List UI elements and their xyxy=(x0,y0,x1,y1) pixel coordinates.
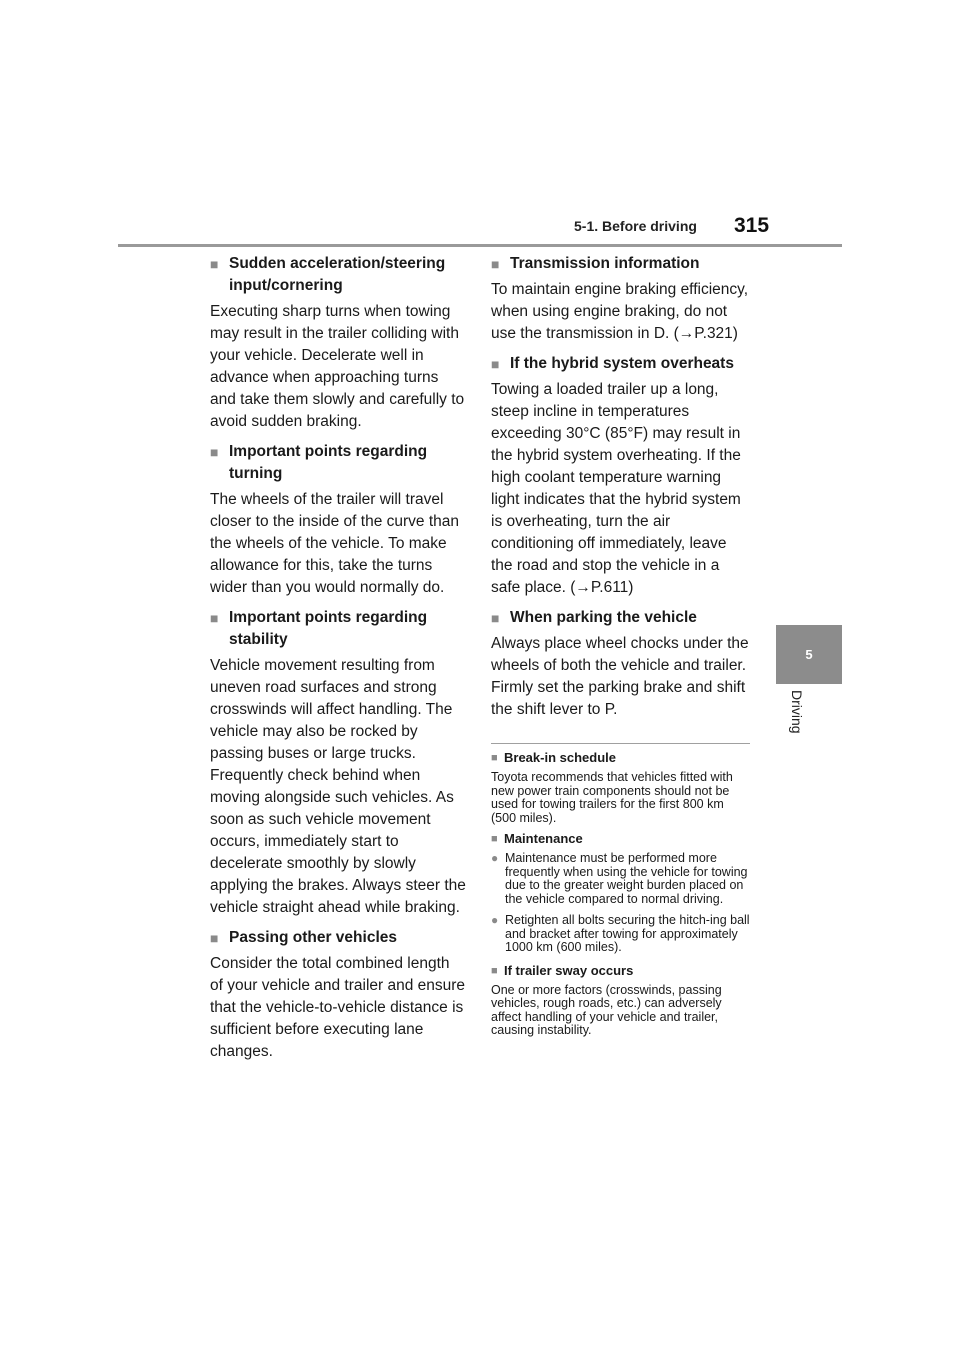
note-heading-text: Break-in schedule xyxy=(504,750,616,765)
section-heading xyxy=(210,607,466,651)
section-turning xyxy=(210,441,466,599)
page-number: 315 xyxy=(734,214,770,237)
note-heading-text: If trailer sway occurs xyxy=(504,962,634,978)
right-column xyxy=(491,253,750,1044)
section-heading xyxy=(210,927,466,949)
header-section-title: 5-1. Before driving xyxy=(574,218,697,234)
list-item xyxy=(491,914,750,955)
section-body: Always place wheel chocks under the wheels of both the vehicle and trailer. Firmly set the parking brake and shift the shift lever to P. xyxy=(491,635,749,718)
list-item-text: Maintenance must be performed more frequently when using the vehicle for towing due to the greater weight burden placed on the vehicle compared to normal driving. xyxy=(505,851,748,906)
section-heading-text: Important points regarding turning xyxy=(229,443,428,482)
square-bullet-icon: ■ xyxy=(210,256,219,272)
square-bullet-icon: ■ xyxy=(491,610,500,626)
section-body: Vehicle movement resulting from uneven road surfaces and strong crosswinds will affect handling. The vehicle may also be rocked by passing buses or large trucks. Frequently check behind when moving alongside such vehicles. As soon as such vehicle movement occurs, immediately start to decelerate smoothly by slowly applying the brakes. Always steer the vehicle straight ahead while braking. xyxy=(210,657,466,916)
section-passing xyxy=(210,927,466,1063)
circle-bullet-icon: ● xyxy=(491,913,499,927)
left-column xyxy=(210,253,466,1071)
note-heading-text: Maintenance xyxy=(504,831,583,846)
section-body: The wheels of the trailer will travel closer to the inside of the curve than the wheels of the vehicle. To make allowance for this, take the turns wider than you would normally do. xyxy=(210,491,460,596)
section-sudden-acceleration xyxy=(210,253,466,433)
note-body: Toyota recommends that vehicles fitted with new power train components should not be used for towing trailers for the first 800 km (500 miles). xyxy=(491,770,733,825)
chapter-tab xyxy=(776,625,842,684)
section-heading-text: Transmission information xyxy=(510,255,700,272)
section-heading xyxy=(491,253,750,275)
section-overheat xyxy=(491,353,750,599)
square-bullet-icon: ■ xyxy=(491,356,500,372)
header-divider xyxy=(118,244,842,247)
section-transmission xyxy=(491,253,750,345)
chapter-tab-label: Driving xyxy=(789,690,805,734)
section-heading-text: If the hybrid system overheats xyxy=(510,355,734,372)
note-body: One or more factors (crosswinds, passing vehicles, rough roads, etc.) can adversely affect handling of your vehicle and trailer, causing instability. xyxy=(491,982,722,1037)
section-body: To maintain engine braking efficiency, when using engine braking, do not use the transmission in D. (→P.321) xyxy=(491,281,749,342)
note-trailer-sway xyxy=(491,963,750,1038)
notes-divider xyxy=(491,743,750,744)
section-heading-text: When parking the vehicle xyxy=(510,609,697,626)
section-stability xyxy=(210,607,466,919)
square-bullet-icon: ■ xyxy=(491,752,498,764)
note-maintenance xyxy=(491,831,750,955)
square-bullet-icon: ■ xyxy=(210,930,219,946)
section-body: Executing sharp turns when towing may result in the trailer colliding with your vehicle. Decelerate well in advance when approaching turns and take them slowly and carefully to avoid sudden braking. xyxy=(210,303,465,430)
square-bullet-icon: ■ xyxy=(491,256,500,272)
section-heading-text: Important points regarding stability xyxy=(229,609,428,648)
list-item-text: Retighten all bolts securing the hitch-ing ball and bracket after towing for approximately 1000 km (600 miles). xyxy=(505,913,750,954)
section-heading-text: Sudden acceleration/steering input/cornering xyxy=(229,255,446,294)
section-heading-text: Passing other vehicles xyxy=(229,929,397,946)
section-heading xyxy=(210,441,466,485)
note-heading xyxy=(491,831,750,847)
section-heading xyxy=(491,607,750,629)
square-bullet-icon: ■ xyxy=(491,833,498,845)
note-heading xyxy=(491,963,750,979)
section-heading xyxy=(491,353,750,375)
circle-bullet-icon: ● xyxy=(491,851,499,865)
square-bullet-icon: ■ xyxy=(210,610,219,626)
note-break-in xyxy=(491,750,750,825)
section-body: Towing a loaded trailer up a long, steep incline in temperatures exceeding 30°C (85°F) may result in the hybrid system overheating. If the high coolant temperature warning light indicates that the hybrid system is overheating, turn the air conditioning off immediately, leave the road and stop the vehicle in a safe place. (→P.611) xyxy=(491,381,741,596)
list-item xyxy=(491,852,750,906)
section-heading xyxy=(210,253,466,297)
section-parking xyxy=(491,607,750,721)
square-bullet-icon: ■ xyxy=(210,444,219,460)
chapter-tab-number: 5 xyxy=(805,647,813,662)
note-heading xyxy=(491,750,750,766)
section-body: Consider the total combined length of your vehicle and trailer and ensure that the vehicle-to-vehicle distance is sufficient before executing lane changes. xyxy=(210,955,466,1060)
square-bullet-icon: ■ xyxy=(491,964,498,977)
